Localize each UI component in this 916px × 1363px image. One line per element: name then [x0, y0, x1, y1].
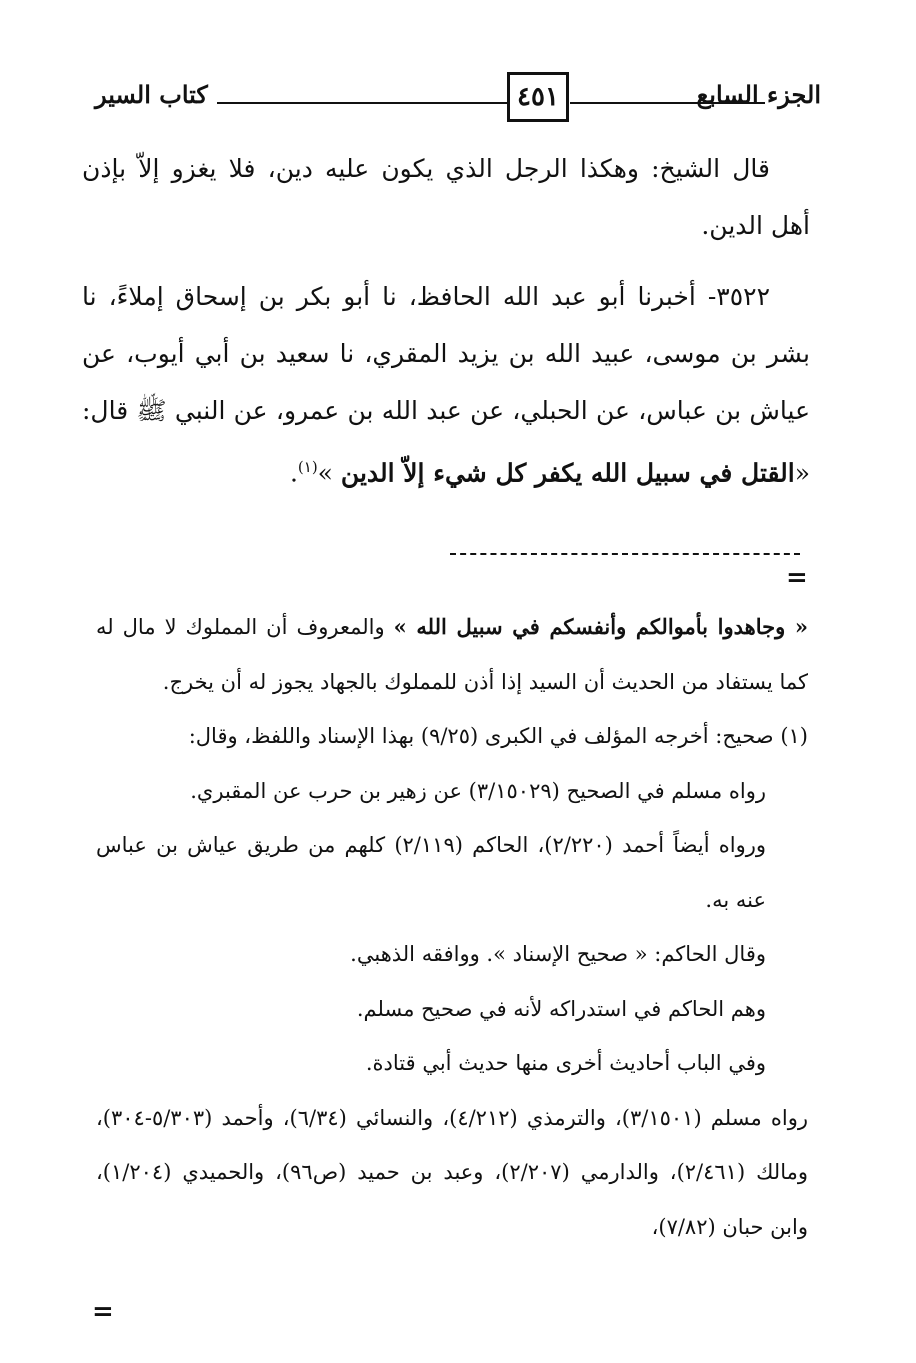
book-title: كتاب السير [95, 80, 208, 109]
footnotes [96, 600, 808, 1254]
page-number: ٤٥١ [507, 72, 569, 122]
hadith-isnad: ٣٥٢٢- أخبرنا أبو عبد الله الحافظ، نا أبو بكر بن إسحاق إملاءً، نا بشر بن موسى، عبيد الله بن يزيد المقري، نا سعيد بن أبي أيوب، عن عياش بن عباس، عن الحبلي، عن عبد الله بن عمرو، عن النبي ﷺ قال: « [82, 282, 810, 488]
footnote-1-line: رواه مسلم (٣/١٥٠١)، والترمذي (٤/٢١٢)، والنسائي (٦/٣٤)، وأحمد (٥/٣٠٣-٣٠٤)، ومالك (٢/٤٦١)، والدارمي (٢/٢٠٧)، وعبد بن حميد (ص٩٦)، والحميدي (١/٢٠٤)، وابن حبان (٧/٨٢)، [96, 1105, 808, 1239]
footnote-1-line: (١) صحيح: أخرجه المؤلف في الكبرى (٩/٢٥) بهذا الإسناد واللفظ، وقال: [188, 724, 808, 748]
hadith-close-quote: » [317, 458, 333, 488]
footnote-separator [450, 553, 800, 555]
running-header [95, 72, 821, 130]
main-text [82, 140, 810, 515]
hadith-text: القتل في سبيل الله يكفر كل شيء إلاّ الدين [340, 458, 795, 488]
footnote-1-line: وفي الباب أحاديث أخرى منها حديث أبي قتادة. [365, 1051, 766, 1075]
part-label: الجزء السابع [696, 80, 821, 109]
footnote-1-line: وهم الحاكم في استدراكه لأنه في صحيح مسلم. [356, 996, 766, 1021]
header-rule-left [217, 102, 507, 104]
continuation-mark-end: = [92, 1297, 114, 1327]
quran-quote: « وجاهدوا بأموالكم وأنفسكم في سبيل الله » [393, 614, 809, 639]
continuation-text: والمعروف أن المملوك لا مال له كما يستفاد من الحديث أن السيد إذا أذن للمملوك بالجهاد يجوز له أن يخرج. [96, 615, 808, 694]
footnote-1-line: ورواه أيضاً أحمد (٢/٢٢٠)، الحاكم (٢/١١٩) كلهم من طريق عياش بن عباس عنه به. [96, 833, 766, 912]
paragraph-sheikh-comment: قال الشيخ: وهكذا الرجل الذي يكون عليه دين، فلا يغزو إلاّ بإذن أهل الدين. [82, 154, 810, 240]
footnote-continuation [96, 600, 808, 709]
footnote-ref: (١) [297, 458, 318, 476]
footnote-1-line: رواه مسلم في الصحيح (٣/١٥٠٢٩) عن زهير بن حرب عن المقبري. [190, 778, 766, 803]
paragraph-hadith-3522 [82, 268, 810, 501]
hadith-period: . [289, 458, 298, 488]
continuation-mark: = [786, 563, 808, 593]
footnote-1-line: وقال الحاكم: « صحيح الإسناد ». ووافقه الذهبي. [350, 942, 766, 966]
